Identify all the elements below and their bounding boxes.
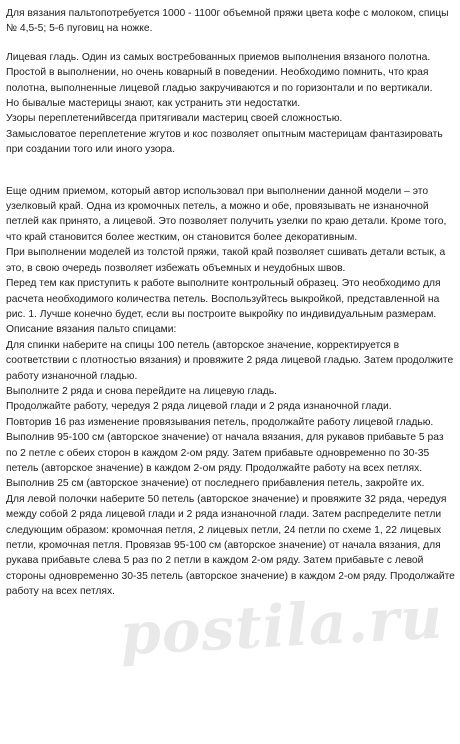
description-paragraph: Выполните 2 ряда и снова перейдите на лицевую гладь.	[6, 385, 277, 397]
site-watermark: postila.ru	[118, 583, 445, 669]
technique-paragraph: Лицевая гладь. Один из самых востребованных приемов выполнения вязаного полотна. Простой в выполнении, но очень коварный в поведении. Необходимо помнить, что края полотна, выполненные лицевой гладью закручиваются и по горизонтали и по вертикали.	[6, 51, 433, 94]
description-paragraph: Для левой полочки наберите 50 петель (авторское значение) и провяжите 32 ряда, чередуя между собой 2 ряда лицевой глади и 2 ряда изнаночной глади. Затем распределите петли следующим образом: кромочная петля, 2 лицевых петли, 24 петли по схеме 1, 22 лицевых петли, кромочная петля. Провязав 95-100 см (авторское значение) от начала вязания, для рукава прибавьте слева 5 раз по 2 петли в каждом 2-ом ряду. Затем прибавьте с левой стороны одновременно 30-35 петель (авторское значение) в каждом 2-ом ряду. Продолжайте работу на всех петлях.	[6, 493, 455, 598]
description-paragraph: При выполнении моделей из толстой пряжи, такой край позволяет сшивать детали встык, а это, в свою очередь позволяет избежать объемных и неудобных швов.	[6, 247, 446, 274]
description-paragraph: Выполнив 25 см (авторское значение) от последнего прибавления петель, закройте их.	[6, 478, 425, 490]
spacer	[6, 158, 456, 184]
technique-section	[6, 50, 456, 158]
technique-paragraph: Замысловатое переплетение жгутов и кос позволяет опытным мастерицам фантазировать при создании того или иного узора.	[6, 128, 443, 156]
technique-paragraph: Но бывалые мастерицы знают, как устранить эти недостатки.	[6, 98, 301, 110]
description-paragraph: Продолжайте работу, чередуя 2 ряда лицевой глади и 2 ряда изнаночной глади.	[6, 401, 392, 413]
description-paragraph: Для спинки наберите на спицы 100 петель (авторское значение, корректируется в соответствии с плотностью вязания) и провяжите 2 ряда лицевой гладью. Затем продолжите работу изнаночной гладью.	[6, 339, 454, 382]
description-paragraph: Еще одним приемом, который автор использовал при выполнении данной модели – это узелковый край. Одна из кромочных петель, а можно и обе, провязывать не изнаночной петлей как принято, а лицевой. Это позволяет получить узелки по краю детали. Кроме того, что край становится более жестким, он становится более декоративным.	[6, 185, 447, 243]
description-heading: Описание вязания пальто спицами:	[6, 324, 177, 336]
description-section	[6, 184, 456, 600]
technique-paragraph: Узоры переплетенийвсегда притягивали мастериц своей сложностью.	[6, 113, 343, 125]
intro-section	[6, 6, 456, 37]
intro-paragraph: Для вязания пальтопотребуется 1000 - 1100г объемной пряжи цвета кофе с молоком, спицы № 4,5-5; 5-6 пуговиц на ножке.	[6, 8, 449, 35]
description-paragraph: Перед тем как приступить к работе выполните контрольный образец. Это необходимо для расчета необходимого количества петель. Воспользуйтесь выкройкой, представленной на рис. 1. Лучше конечно будет, если вы построите выкройку по индивидуальным размерам.	[6, 278, 441, 320]
description-paragraph: Выполнив 95-100 см (авторское значение) от начала вязания, для рукавов прибавьте 5 раз по 2 петле с обеих сторон в каждом 2-ом ряду. Затем прибавьте одновременно по 30-35 петель (авторское значение) в каждом 2-ом ряду. Продолжайте работу на всех петлях.	[6, 432, 444, 474]
description-paragraph: Повторив 16 раз изменение провязывания петель, продолжайте работу лицевой гладью.	[6, 416, 434, 428]
spacer	[6, 37, 456, 50]
